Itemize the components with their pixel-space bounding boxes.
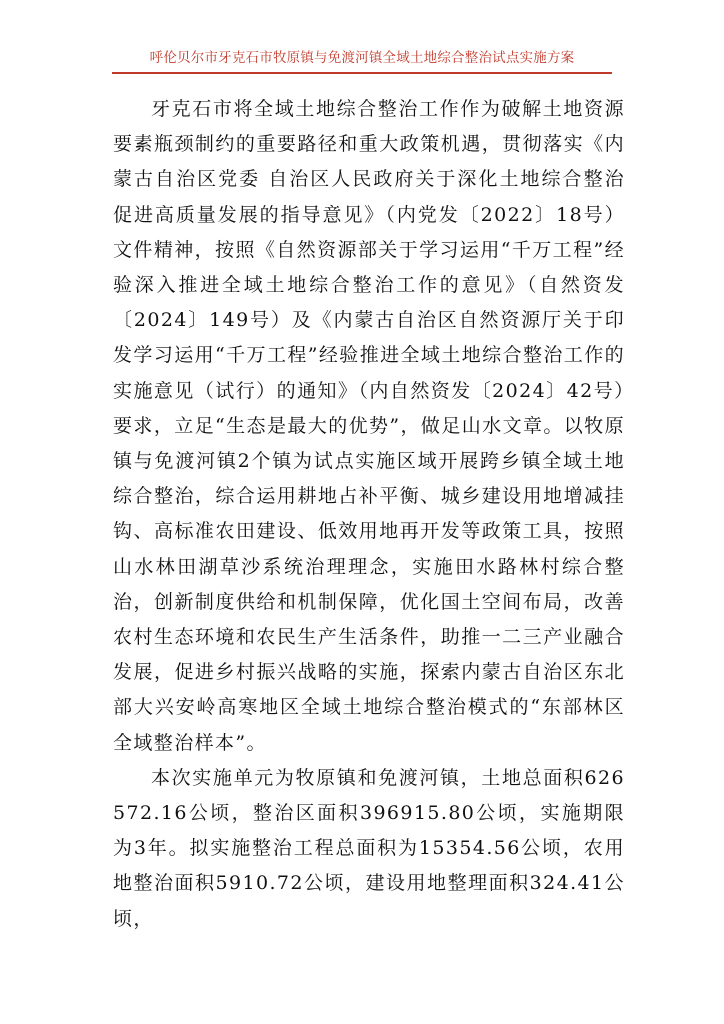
paragraph-scope: 本次实施单元为牧原镇和免渡河镇，土地总面积626572.16公顷，整治区面积396915.80公顷，实施期限为3年。拟实施整治工程总面积为15354.56公顷，农用地整治面积5910.72公顷，建设用地整理面积324.41公顷，: [113, 766, 625, 930]
header-rule: [112, 72, 612, 74]
paragraph-intro: 牙克石市将全域土地综合整治工作作为破解土地资源要素瓶颈制约的重要路径和重大政策机遇，贯彻落实《内蒙古自治区党委 自治区人民政府关于深化土地综合整治促进高质量发展的指导意见》（内党发〔2022〕18号）文件精神，按照《自然资源部关于学习运用“千万工程”经验深入推进全域土地综合整治工作的意见》（自然资发〔2024〕149号）及《内蒙古自治区自然资源厅关于印发学习运用“千万工程”经验推进全域土地综合整治工作的实施意见（试行）的通知》（内自然资发〔2024〕42号）要求，立足“生态是最大的优势”，做足山水文章。以牧原镇与免渡河镇2个镇为试点实施区域开展跨乡镇全域土地综合整治，综合运用耕地占补平衡、城乡建设用地增减挂钩、高标准农田建设、低效用地再开发等政策工具，按照山水林田湖草沙系统治理理念，实施田水路林村综合整治，创新制度供给和机制保障，优化国土空间布局，改善农村生态环境和农民生产生活条件，助推一二三产业融合发展，促进乡村振兴战略的实施，探索内蒙古自治区东北部大兴安岭高寒地区全域土地综合整治模式的“东部林区全域整治样本”。: [113, 98, 625, 754]
document-body: [113, 92, 625, 937]
running-header: 呼伦贝尔市牙克石市牧原镇与免渡河镇全域土地综合整治试点实施方案: [149, 50, 575, 66]
